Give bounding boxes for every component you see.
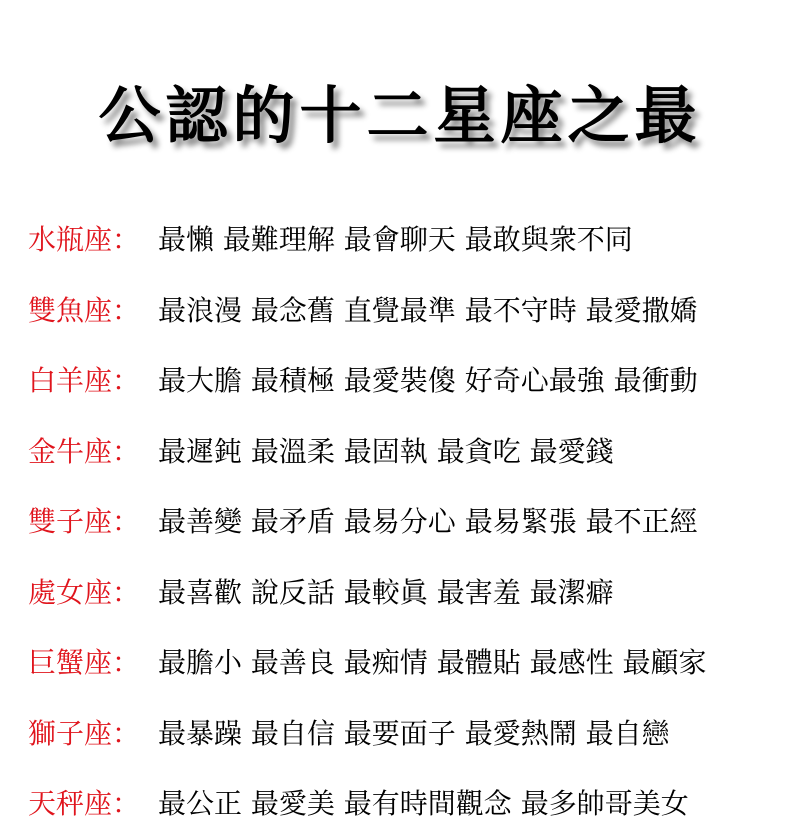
sign-label: 處女座： (28, 576, 141, 609)
sign-label: 水瓶座： (28, 223, 141, 256)
traits-text: 最暴躁 最自信 最要面子 最愛熱鬧 最自戀 (158, 717, 670, 750)
sign-label: 獅子座： (28, 717, 141, 750)
traits-text: 最喜歡 說反話 最較眞 最害羞 最潔癖 (158, 576, 614, 609)
traits-text: 最大膽 最積極 最愛裝傻 好奇心最強 最衝動 (158, 364, 698, 397)
list-item-gemini (28, 497, 698, 547)
list-item-cancer (28, 638, 707, 688)
list-item-libra (28, 779, 689, 829)
list-item-aries (28, 356, 698, 406)
list-item-pisces (28, 286, 698, 336)
sign-label: 天秤座： (28, 787, 141, 820)
traits-text: 最善變 最矛盾 最易分心 最易緊張 最不正經 (158, 505, 698, 538)
sign-label: 雙子座： (28, 505, 141, 538)
sign-label: 巨蟹座： (28, 646, 141, 679)
traits-text: 最公正 最愛美 最有時間觀念 最多帥哥美女 (158, 787, 689, 820)
traits-text: 最膽小 最善良 最痴情 最體貼 最感性 最顧家 (158, 646, 707, 679)
traits-text: 最懶 最難理解 最會聊天 最敢與衆不同 (158, 223, 633, 256)
sign-label: 金牛座： (28, 435, 141, 468)
page-title: 公認的十二星座之最 (98, 79, 702, 152)
list-item-taurus (28, 427, 614, 477)
list-item-aquarius (28, 215, 633, 265)
traits-text: 最浪漫 最念舊 直覺最準 最不守時 最愛撒嬌 (158, 294, 698, 327)
sign-label: 雙魚座： (28, 294, 141, 327)
list-item-virgo (28, 568, 614, 618)
traits-text: 最遲鈍 最溫柔 最固執 最貪吃 最愛錢 (158, 435, 614, 468)
list-item-leo (28, 709, 670, 759)
sign-label: 白羊座： (28, 364, 141, 397)
